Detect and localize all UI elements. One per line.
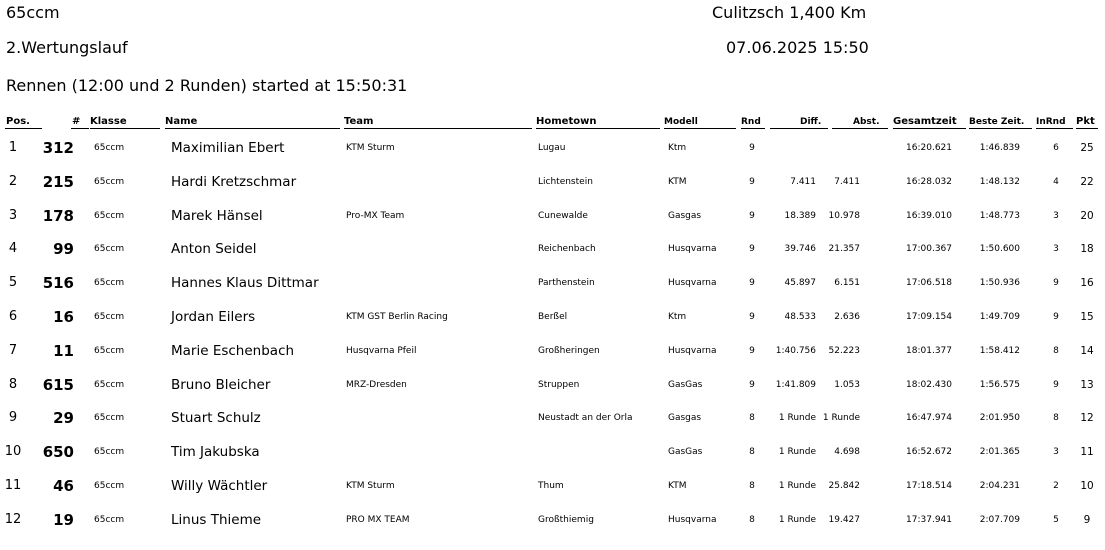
start-number: 11 <box>53 341 74 360</box>
hometown: Reichenbach <box>538 244 596 255</box>
class-label: 65ccm <box>94 244 125 255</box>
divider <box>893 128 966 129</box>
bike-model: Husqvarna <box>668 278 717 289</box>
divider <box>71 128 89 129</box>
divider <box>832 128 888 129</box>
start-number: 99 <box>53 240 74 259</box>
hometown: Großheringen <box>538 345 600 356</box>
rider-name: Anton Seidel <box>171 241 257 258</box>
total-time: 18:02.430 <box>906 379 952 390</box>
table-row <box>0 232 1105 266</box>
gap-to-previous: 6.151 <box>834 278 860 289</box>
best-lap-number: 2 <box>1053 481 1059 491</box>
position: 11 <box>4 478 22 493</box>
column-header-row <box>0 116 1105 130</box>
rider-name: Linus Thieme <box>171 511 262 528</box>
total-time: 16:47.974 <box>906 413 952 424</box>
best-lap-time: 1:48.132 <box>979 176 1020 187</box>
table-row <box>0 435 1105 469</box>
bike-model: Husqvarna <box>668 514 717 525</box>
start-number: 215 <box>42 172 74 191</box>
points: 10 <box>1080 480 1094 492</box>
table-row <box>0 469 1105 503</box>
points: 9 <box>1083 513 1091 526</box>
best-lap-time: 2:01.365 <box>979 447 1020 458</box>
team-name: Pro-MX Team <box>346 210 405 221</box>
start-number: 19 <box>53 510 74 529</box>
position: 4 <box>8 241 18 257</box>
rider-name: Stuart Schulz <box>171 410 261 427</box>
col-abst: Abst. <box>853 117 880 127</box>
hometown: Großthiemig <box>538 514 594 525</box>
total-time: 18:01.377 <box>906 345 952 356</box>
start-number: 650 <box>42 443 74 462</box>
laps: 8 <box>749 514 755 525</box>
best-lap-time: 1:48.773 <box>979 210 1020 221</box>
gap-to-leader: 1 Runde <box>778 514 816 525</box>
divider <box>969 128 1032 129</box>
total-time: 17:06.518 <box>906 278 952 289</box>
laps: 8 <box>749 481 755 491</box>
gap-to-leader: 7.411 <box>790 176 816 187</box>
table-row <box>0 334 1105 368</box>
bike-model: GasGas <box>668 379 703 390</box>
class-label: 65ccm <box>94 345 125 356</box>
total-time: 16:20.621 <box>906 143 952 153</box>
rider-name: Jordan Eilers <box>171 309 256 325</box>
hometown: Cunewalde <box>538 210 588 221</box>
hometown: Struppen <box>538 379 580 390</box>
laps: 9 <box>749 379 755 390</box>
rider-name: Marek Hänsel <box>171 207 263 224</box>
gap-to-leader: 48.533 <box>784 312 816 322</box>
gap-to-previous: 4.698 <box>834 447 860 458</box>
bike-model: KTM <box>668 481 687 491</box>
start-number: 16 <box>53 308 74 326</box>
start-number: 516 <box>42 274 74 293</box>
class-label: 65ccm <box>94 379 125 390</box>
rider-name: Hardi Kretzschmar <box>171 173 297 190</box>
laps: 9 <box>749 278 755 289</box>
table-row <box>0 266 1105 300</box>
hometown: Lugau <box>538 143 566 153</box>
best-lap-number: 3 <box>1053 210 1059 221</box>
class-title: 65ccm <box>6 3 60 22</box>
best-lap-number: 8 <box>1053 345 1059 356</box>
laps: 9 <box>749 312 755 322</box>
hometown: Berßel <box>538 312 568 322</box>
hometown: Thum <box>538 481 564 491</box>
gap-to-leader: 1:41.809 <box>775 379 816 390</box>
col-beste-zeit: Beste Zeit. <box>969 117 1025 127</box>
class-label: 65ccm <box>94 413 125 424</box>
rider-name: Maximilian Ebert <box>171 140 285 156</box>
team-name: KTM GST Berlin Racing <box>346 312 448 322</box>
divider <box>165 128 340 129</box>
rider-name: Tim Jakubska <box>171 444 260 461</box>
bike-model: Gasgas <box>668 413 702 424</box>
position: 7 <box>8 342 18 358</box>
points: 13 <box>1080 378 1094 391</box>
col-team: Team <box>344 116 374 127</box>
laps: 9 <box>749 176 755 187</box>
best-lap-number: 3 <box>1053 244 1059 255</box>
total-time: 17:00.367 <box>906 244 952 255</box>
track-info: Culitzsch 1,400 Km <box>712 3 867 22</box>
start-number: 29 <box>53 409 74 428</box>
gap-to-previous: 19.427 <box>828 514 860 525</box>
points: 18 <box>1080 243 1094 256</box>
table-row <box>0 165 1105 199</box>
class-label: 65ccm <box>94 210 125 221</box>
best-lap-time: 2:04.231 <box>979 481 1020 491</box>
col-pos: Pos. <box>6 116 30 127</box>
gap-to-previous: 1 Runde <box>822 413 860 424</box>
start-number: 46 <box>53 477 74 495</box>
bike-model: KTM <box>668 176 687 187</box>
laps: 8 <box>749 413 755 424</box>
divider <box>344 128 532 129</box>
round-title: 2.Wertungslauf <box>6 38 128 57</box>
position: 12 <box>4 511 22 527</box>
gap-to-previous: 2.636 <box>834 312 860 322</box>
class-label: 65ccm <box>94 143 125 153</box>
best-lap-time: 2:07.709 <box>979 514 1020 525</box>
position: 6 <box>8 309 18 324</box>
laps: 9 <box>749 345 755 356</box>
bike-model: Ktm <box>668 312 687 322</box>
class-label: 65ccm <box>94 447 125 458</box>
total-time: 17:18.514 <box>906 481 952 491</box>
best-lap-number: 9 <box>1053 379 1059 390</box>
gap-to-leader: 1 Runde <box>778 447 816 458</box>
col-number: # <box>72 116 81 127</box>
gap-to-previous: 7.411 <box>834 176 860 187</box>
position: 9 <box>8 410 18 426</box>
laps: 9 <box>749 210 755 221</box>
points: 20 <box>1080 209 1094 222</box>
bike-model: Ktm <box>668 143 687 153</box>
gap-to-leader: 1:40.756 <box>775 345 816 356</box>
team-name: Husqvarna Pfeil <box>346 345 417 356</box>
gap-to-previous: 10.978 <box>828 210 860 221</box>
rider-name: Marie Eschenbach <box>171 342 295 359</box>
table-row <box>0 300 1105 334</box>
divider <box>90 128 160 129</box>
gap-to-leader: 1 Runde <box>778 413 816 424</box>
gap-to-leader: 45.897 <box>784 278 816 289</box>
divider <box>741 128 765 129</box>
gap-to-previous: 1.053 <box>834 379 860 390</box>
best-lap-number: 3 <box>1053 447 1059 458</box>
total-time: 17:09.154 <box>906 312 952 322</box>
points: 25 <box>1080 142 1094 154</box>
divider <box>1036 128 1073 129</box>
total-time: 17:37.941 <box>906 514 952 525</box>
position: 5 <box>8 275 18 291</box>
bike-model: GasGas <box>668 447 703 458</box>
gap-to-previous: 52.223 <box>828 345 860 356</box>
laps: 9 <box>749 244 755 255</box>
rider-name: Bruno Bleicher <box>171 376 271 393</box>
class-label: 65ccm <box>94 312 125 322</box>
class-label: 65ccm <box>94 481 125 491</box>
col-modell: Modell <box>664 117 698 127</box>
total-time: 16:39.010 <box>906 210 952 221</box>
total-time: 16:28.032 <box>906 176 952 187</box>
divider <box>664 128 736 129</box>
table-row <box>0 199 1105 233</box>
gap-to-previous: 21.357 <box>828 244 860 255</box>
points: 14 <box>1080 344 1094 357</box>
col-hometown: Hometown <box>536 116 597 127</box>
total-time: 16:52.672 <box>906 447 952 458</box>
start-number: 615 <box>42 375 74 394</box>
col-diff: Diff. <box>800 117 822 127</box>
best-lap-number: 5 <box>1053 514 1059 525</box>
best-lap-time: 1:49.709 <box>979 312 1020 322</box>
col-gesamtzeit: Gesamtzeit <box>893 116 957 127</box>
gap-to-leader: 1 Runde <box>778 481 816 491</box>
col-klasse: Klasse <box>90 116 127 127</box>
position: 8 <box>8 376 18 392</box>
gap-to-previous: 25.842 <box>828 481 860 491</box>
points: 12 <box>1080 412 1094 425</box>
best-lap-number: 6 <box>1053 143 1059 153</box>
hometown: Neustadt an der Orla <box>538 413 633 424</box>
best-lap-time: 1:56.575 <box>979 379 1020 390</box>
col-name: Name <box>165 116 198 127</box>
start-number: 312 <box>42 139 74 157</box>
team-name: KTM Sturm <box>346 143 395 153</box>
best-lap-number: 4 <box>1053 176 1059 187</box>
bike-model: Husqvarna <box>668 244 717 255</box>
points: 16 <box>1080 277 1094 290</box>
best-lap-time: 1:58.412 <box>979 345 1020 356</box>
class-label: 65ccm <box>94 278 125 289</box>
rider-name: Willy Wächtler <box>171 478 268 494</box>
table-row <box>0 131 1105 165</box>
team-name: MRZ-Dresden <box>346 379 407 390</box>
points: 11 <box>1080 446 1094 459</box>
hometown: Parthenstein <box>538 278 595 289</box>
best-lap-time: 2:01.950 <box>979 413 1020 424</box>
divider <box>536 128 660 129</box>
col-inrnd: InRnd <box>1036 117 1066 127</box>
gap-to-leader: 39.746 <box>784 244 816 255</box>
team-name: KTM Sturm <box>346 481 395 491</box>
hometown: Lichtenstein <box>538 176 593 187</box>
position: 10 <box>4 444 22 460</box>
table-row <box>0 368 1105 402</box>
team-name: PRO MX TEAM <box>346 514 410 525</box>
best-lap-number: 8 <box>1053 413 1059 424</box>
col-pkt: Pkt <box>1076 116 1095 127</box>
gap-to-leader: 18.389 <box>784 210 816 221</box>
divider <box>1076 128 1098 129</box>
best-lap-time: 1:50.600 <box>979 244 1020 255</box>
start-number: 178 <box>42 206 74 225</box>
points: 22 <box>1080 175 1094 188</box>
table-row <box>0 401 1105 435</box>
best-lap-number: 9 <box>1053 312 1059 322</box>
best-lap-time: 1:50.936 <box>979 278 1020 289</box>
class-label: 65ccm <box>94 514 125 525</box>
class-label: 65ccm <box>94 176 125 187</box>
race-description: Rennen (12:00 und 2 Runden) started at 15:50:31 <box>6 76 408 95</box>
divider <box>770 128 828 129</box>
rider-name: Hannes Klaus Dittmar <box>171 275 319 292</box>
best-lap-number: 9 <box>1053 278 1059 289</box>
position: 1 <box>8 140 18 155</box>
points: 15 <box>1080 311 1094 323</box>
best-lap-time: 1:46.839 <box>979 143 1020 153</box>
race-datetime: 07.06.2025 15:50 <box>726 38 869 57</box>
divider <box>5 128 42 129</box>
bike-model: Gasgas <box>668 210 702 221</box>
laps: 8 <box>749 447 755 458</box>
position: 2 <box>8 173 18 189</box>
bike-model: Husqvarna <box>668 345 717 356</box>
laps: 9 <box>749 143 755 153</box>
table-row <box>0 503 1105 537</box>
position: 3 <box>8 207 18 223</box>
col-rnd: Rnd <box>741 117 761 127</box>
